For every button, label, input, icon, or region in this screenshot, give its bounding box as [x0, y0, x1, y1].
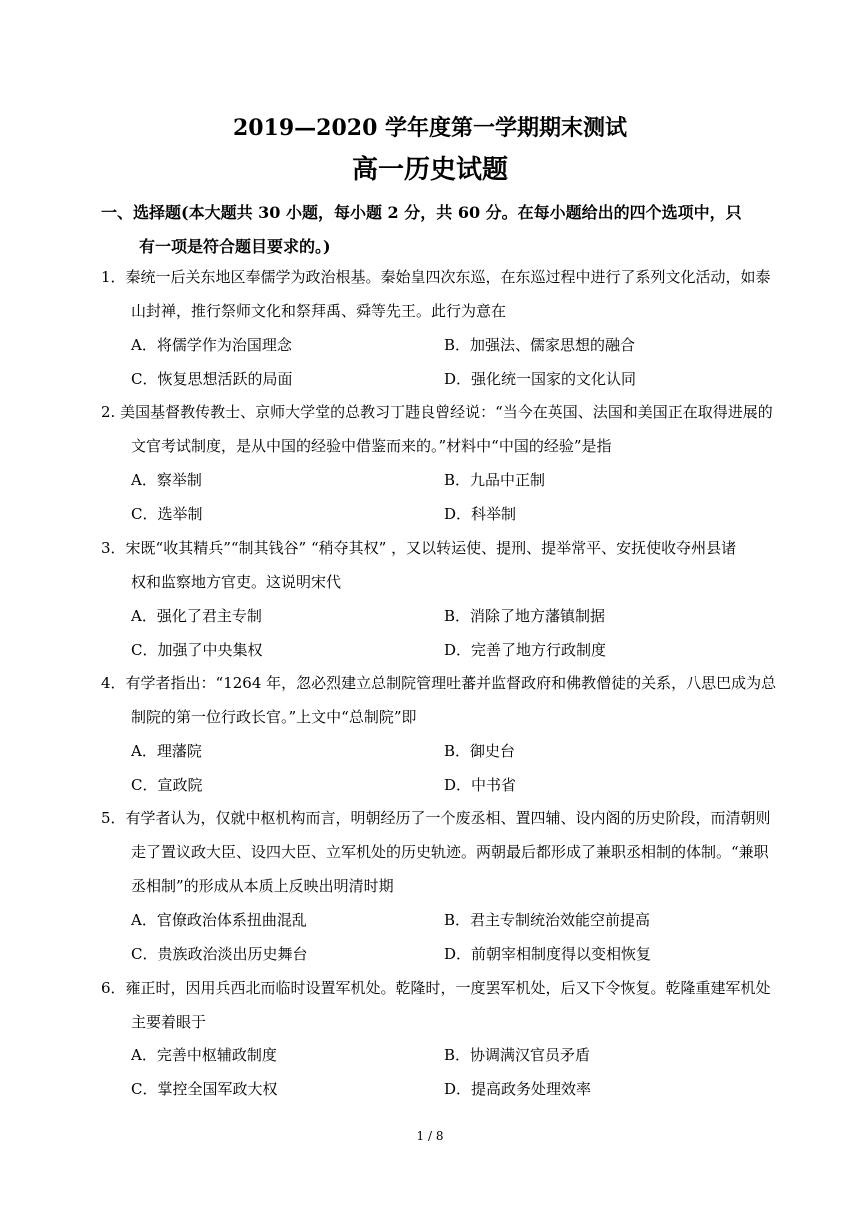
question-6-option-d: D．提高政务处理效率 — [444, 1080, 592, 1098]
question-4-option-c: C．宣政院 — [131, 776, 203, 794]
question-5-option-a: A．官僚政治体系扭曲混乱 — [131, 911, 307, 929]
question-4-stem-cont: 制院的第一位行政长官。”上文中“总制院”即 — [131, 708, 417, 726]
question-5-option-d: D．前朝宰相制度得以变相恢复 — [444, 945, 652, 963]
page-number: 1 / 8 — [416, 1129, 444, 1143]
question-2-option-b: B．九品中正制 — [444, 471, 546, 489]
question-6-stem-cont: 主要着眼于 — [131, 1013, 207, 1031]
exam-subtitle: 高一历史试题 — [351, 155, 508, 185]
question-4-stem: 4．有学者指出：“1264 年，忽必烈建立总制院管理吐蕃并监督政府和佛教僧徒的关系，八思巴成为总 — [101, 674, 777, 692]
question-3-option-a: A．强化了君主专制 — [131, 607, 262, 625]
question-1-option-b: B．加强法、儒家思想的融合 — [444, 336, 636, 354]
question-6-stem: 6．雍正时，因用兵西北而临时设置军机处。乾隆时，一度罢军机处，后又下令恢复。乾隆重建军机处 — [101, 979, 771, 997]
question-4-option-b: B．御史台 — [444, 742, 516, 760]
question-2-option-c: C．选举制 — [131, 505, 203, 523]
question-5-option-c: C．贵族政治淡出历史舞台 — [131, 945, 308, 963]
question-3-option-c: C．加强了中央集权 — [131, 641, 263, 659]
question-3-stem-cont: 权和监察地方官吏。这说明宋代 — [131, 573, 342, 591]
section-heading — [101, 196, 801, 264]
question-6-option-c: C．掌控全国军政大权 — [131, 1080, 278, 1098]
question-3-option-d: D．完善了地方行政制度 — [444, 641, 607, 659]
section-heading-line2: 有一项是符合题目要求的。) — [139, 237, 331, 256]
question-3-option-b: B．消除了地方藩镇制据 — [444, 607, 606, 625]
question-6-option-b: B．协调满汉官员矛盾 — [444, 1046, 591, 1064]
question-1-stem: 1．秦统一后关东地区奉儒学为政治根基。秦始皇四次东巡，在东巡过程中进行了系列文化活动，如泰 — [101, 268, 771, 286]
question-2-option-a: A．察举制 — [131, 471, 202, 489]
question-1-option-d: D．强化统一国家的文化认同 — [444, 370, 637, 388]
exam-title: 2019—2020 学年度第一学期期末测试 — [232, 115, 628, 141]
section-heading-line1: 一、选择题(本大题共 30 小题，每小题 2 分，共 60 分。在每小题给出的四个选项中，只 — [101, 203, 742, 222]
question-2-stem: 2. 美国基督教传教士、京师大学堂的总教习丁韪良曾经说：“当今在英国、法国和美国正在取得进展的 — [101, 403, 773, 421]
question-5-option-b: B．君主专制统治效能空前提高 — [444, 911, 651, 929]
question-4-option-d: D．中书省 — [444, 776, 517, 794]
question-4-option-a: A．理藩院 — [131, 742, 202, 760]
question-2-option-d: D．科举制 — [444, 505, 517, 523]
question-1-option-c: C．恢复思想活跃的局面 — [131, 370, 293, 388]
question-1-option-a: A．将儒学作为治国理念 — [131, 336, 292, 354]
question-5-stem: 5．有学者认为，仅就中枢机构而言，明朝经历了一个废丞相、置四辅、设内阁的历史阶段，而清朝则 — [101, 809, 771, 827]
question-3-stem: 3．宋既“收其精兵”“制其钱谷” “稍夺其权” ，又以转运使、提刑、提举常平、安抚使收夺州县诸 — [101, 539, 737, 557]
question-1-stem-cont: 山封禅，推行祭师文化和祭拜禹、舜等先王。此行为意在 — [131, 302, 507, 320]
question-6-option-a: A．完善中枢辅政制度 — [131, 1046, 277, 1064]
question-2-stem-cont: 文官考试制度，是从中国的经验中借鉴而来的。”材料中“中国的经验”是指 — [131, 437, 612, 455]
question-5-stem-cont: 走了置议政大臣、设四大臣、立军机处的历史轨迹。两朝最后都形成了兼职丞相制的体制。“兼职 — [131, 843, 769, 861]
question-5-stem-cont2: 丞相制”的形成从本质上反映出明清时期 — [131, 877, 394, 895]
